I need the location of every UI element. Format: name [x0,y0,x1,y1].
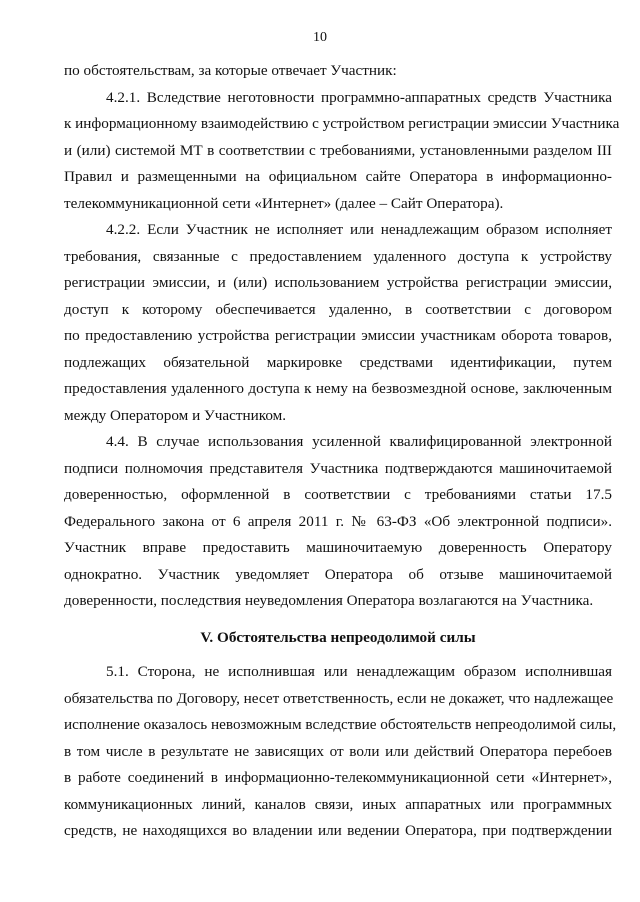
text-line: доверенностью, оформленной в соответствии с требованиями статьи 17.5 [64,486,612,503]
text-line: исполнение оказалось невозможным вследствие обстоятельств непреодолимой силы, [64,716,617,733]
text-line: к информационному взаимодействию с устройством регистрации эмиссии Участника [64,115,620,132]
paragraph [64,659,617,845]
text-line: 5.1. Сторона, не исполнившая или ненадлежащим образом исполнившая [106,663,612,680]
text-line: 4.4. В случае использования усиленной квалифицированной электронной [106,433,612,450]
text-line: предоставления удаленного доступа к нему на безвозмездной основе, заключенным [64,380,612,397]
text-line: телекоммуникационной сети «Интернет» (далее – Сайт Оператора). [64,194,504,212]
page-number: 10 [313,30,327,45]
paragraph [64,85,620,218]
text-line: в работе соединений в информационно-телекоммуникационной сети «Интернет», [64,769,612,786]
text-line: подлежащих обязательной маркировке средствами идентификации, путем [64,353,612,371]
text-line: обязательства по Договору, несет ответственность, если не докажет, что надлежащее [64,689,614,707]
text-line: однократно. Участник уведомляет Оператора об отзыве машиночитаемой [64,565,612,583]
text-line: 4.2.2. Если Участник не исполняет или ненадлежащим образом исполняет [106,221,612,238]
text-line: доверенности, последствия неуведомления Оператора возлагаются на Участника. [64,592,594,609]
text-line: по обстоятельствам, за которые отвечает Участник: [64,62,397,79]
text-line: Федерального закона от 6 апреля 2011 г. № 63-ФЗ «Об электронной подписи». [64,512,612,530]
document-body [64,58,620,845]
text-line: в том числе в результате не зависящих от воли или действий Оператора перебоев [64,742,612,760]
text-line: средств, не находящихся во владении или ведении Оператора, при подтверждении [64,822,612,839]
text-line: по предоставлению устройства регистрации эмиссии участникам оборота товаров, [64,327,612,344]
text-line: Правил и размещенными на официальном сайте Оператора в информационно- [64,168,612,185]
text-line: коммуникационных линий, каналов связи, иных аппаратных или программных [64,795,612,813]
text-line: Участник вправе предоставить машиночитаемую доверенность Оператору [64,539,612,556]
text-line: подписи полномочия представителя Участника подтверждаются машиночитаемой [64,459,612,477]
paragraph [64,429,612,615]
text-line: между Оператором и Участником. [64,406,287,424]
section-heading: V. Обстоятельства непреодолимой силы [200,628,476,646]
paragraph [64,217,612,429]
text-line: требования, связанные с предоставлением удаленного доступа к устройству [64,247,612,265]
text-line: и (или) системой МТ в соответствии с требованиями, установленными разделом III [64,141,612,159]
text-line: регистрации эмиссии, и (или) использованием устройства регистрации эмиссии, [64,274,612,291]
text-line: доступ к которому обеспечивается удаленно, в соответствии с договором [64,300,612,318]
paragraph [64,58,612,85]
text-line: 4.2.1. Вследствие неготовности программно-аппаратных средств Участника [106,88,612,106]
